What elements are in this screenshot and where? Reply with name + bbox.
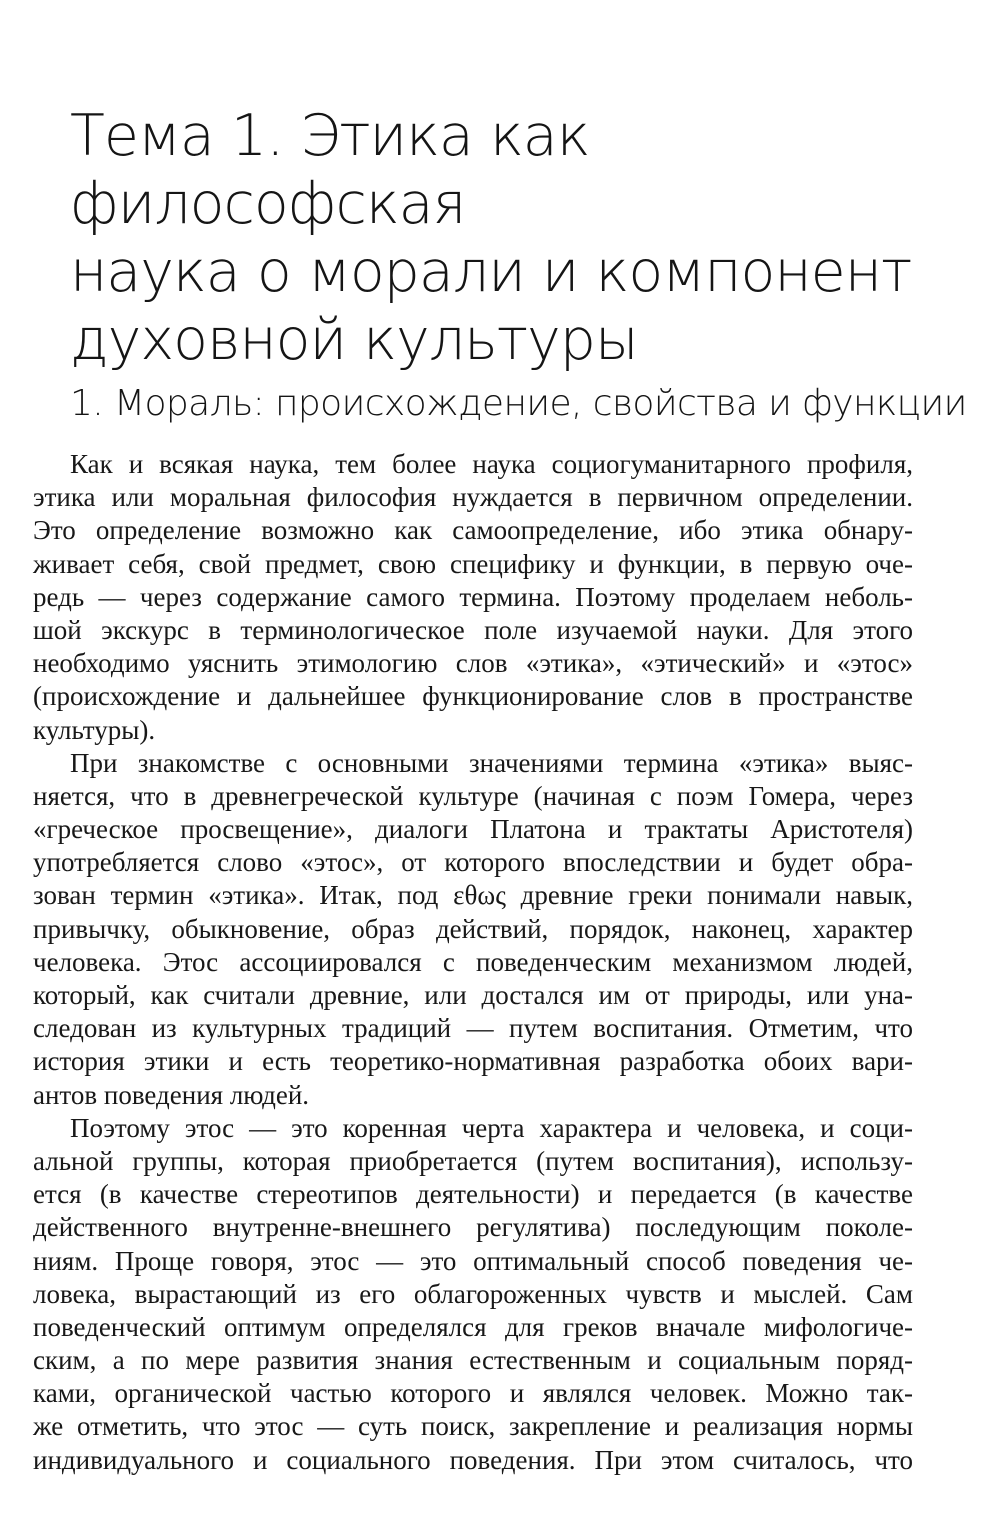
chapter-title-line: Тема 1. Этика как философская [70,103,590,237]
text-line: ниям. Проще говоря, этос — это оптимальный способ поведения че- [33,1245,913,1276]
text-line: ским, а по мере развития знания естественным и социальным поряд- [33,1345,913,1376]
text-line: шой экскурс в терминологическое поле изучаемой науки. Для этого [33,614,913,645]
chapter-title-line: наука о морали и компонент [70,239,912,305]
text-line: Это определение возможно как самоопределение, ибо этика обнару- [33,515,913,546]
text-line: необходимо уяснить этимологию слов «этика», «этический» и «этос» [33,648,913,679]
section-title: 1. Мораль: происхождение, свойства и функции [70,383,967,424]
text-line: индивидуального и социального поведения. При этом считалось, что [33,1444,913,1475]
text-line: действенного внутренне-внешнего регулятива) последующим поколе- [33,1212,913,1243]
text-line: ками, органической частью которого и являлся человек. Можно так- [33,1378,913,1409]
text-line: ловека, вырастающий из его облагороженных чувств и мыслей. Сам [33,1278,913,1309]
body-text [33,448,913,1477]
text-line: (происхождение и дальнейшее функционирование слов в пространстве [33,681,913,712]
text-line: который, как считали древние, или достался им от природы, или уна- [33,980,913,1010]
text-line: антов поведения людей. [33,1079,310,1110]
chapter-title-line: духовной культуры [70,307,638,373]
text-line: живает себя, свой предмет, свою специфику и функции, в первую оче- [33,548,913,579]
text-line: При знакомстве с основными значениями термина «этика» выяс- [70,747,913,778]
paragraph [33,448,913,747]
text-line: «греческое просвещение», диалоги Платона и трактаты Аристотеля) [33,814,913,845]
text-line: няется, что в древнегреческой культуре (начиная с поэм Гомера, через [33,780,913,811]
text-line: история этики и есть теоретико-нормативная разработка обоих вари- [33,1046,913,1077]
text-line: ется (в качестве стереотипов деятельности) и передается (в качестве [33,1179,913,1210]
text-line: человека. Этос ассоциировался с поведенческим механизмом людей, [33,946,913,977]
text-line: Как и всякая наука, тем более наука социогуманитарного профиля, [70,449,913,479]
text-line: привычку, обыкновение, образ действий, порядок, наконец, характер [33,913,913,944]
paragraph [33,747,913,1112]
chapter-title [70,102,930,374]
text-line: альной группы, которая приобретается (путем воспитания), использу- [33,1145,913,1176]
text-line: поведенческий оптимум определялся для греков вначале мифологиче- [33,1311,913,1342]
text-line: этика или моральная философия нуждается в первичном определении. [33,482,913,513]
text-line: зован термин «этика». Итак, под εθως древние греки понимали навык, [33,880,913,911]
text-line: употребляется слово «этос», от которого впоследствии и будет обра- [33,847,913,878]
text-line: Поэтому этос — это коренная черта характера и человека, и соци- [70,1112,913,1143]
paragraph [33,1112,913,1477]
text-line: редь — через содержание самого термина. Поэтому проделаем неболь- [33,581,913,612]
text-line: следован из культурных традиций — путем воспитания. Отметим, что [33,1013,913,1044]
text-line: же отметить, что этос — суть поиск, закрепление и реализация нормы [33,1411,913,1442]
text-line: культуры). [33,714,156,745]
